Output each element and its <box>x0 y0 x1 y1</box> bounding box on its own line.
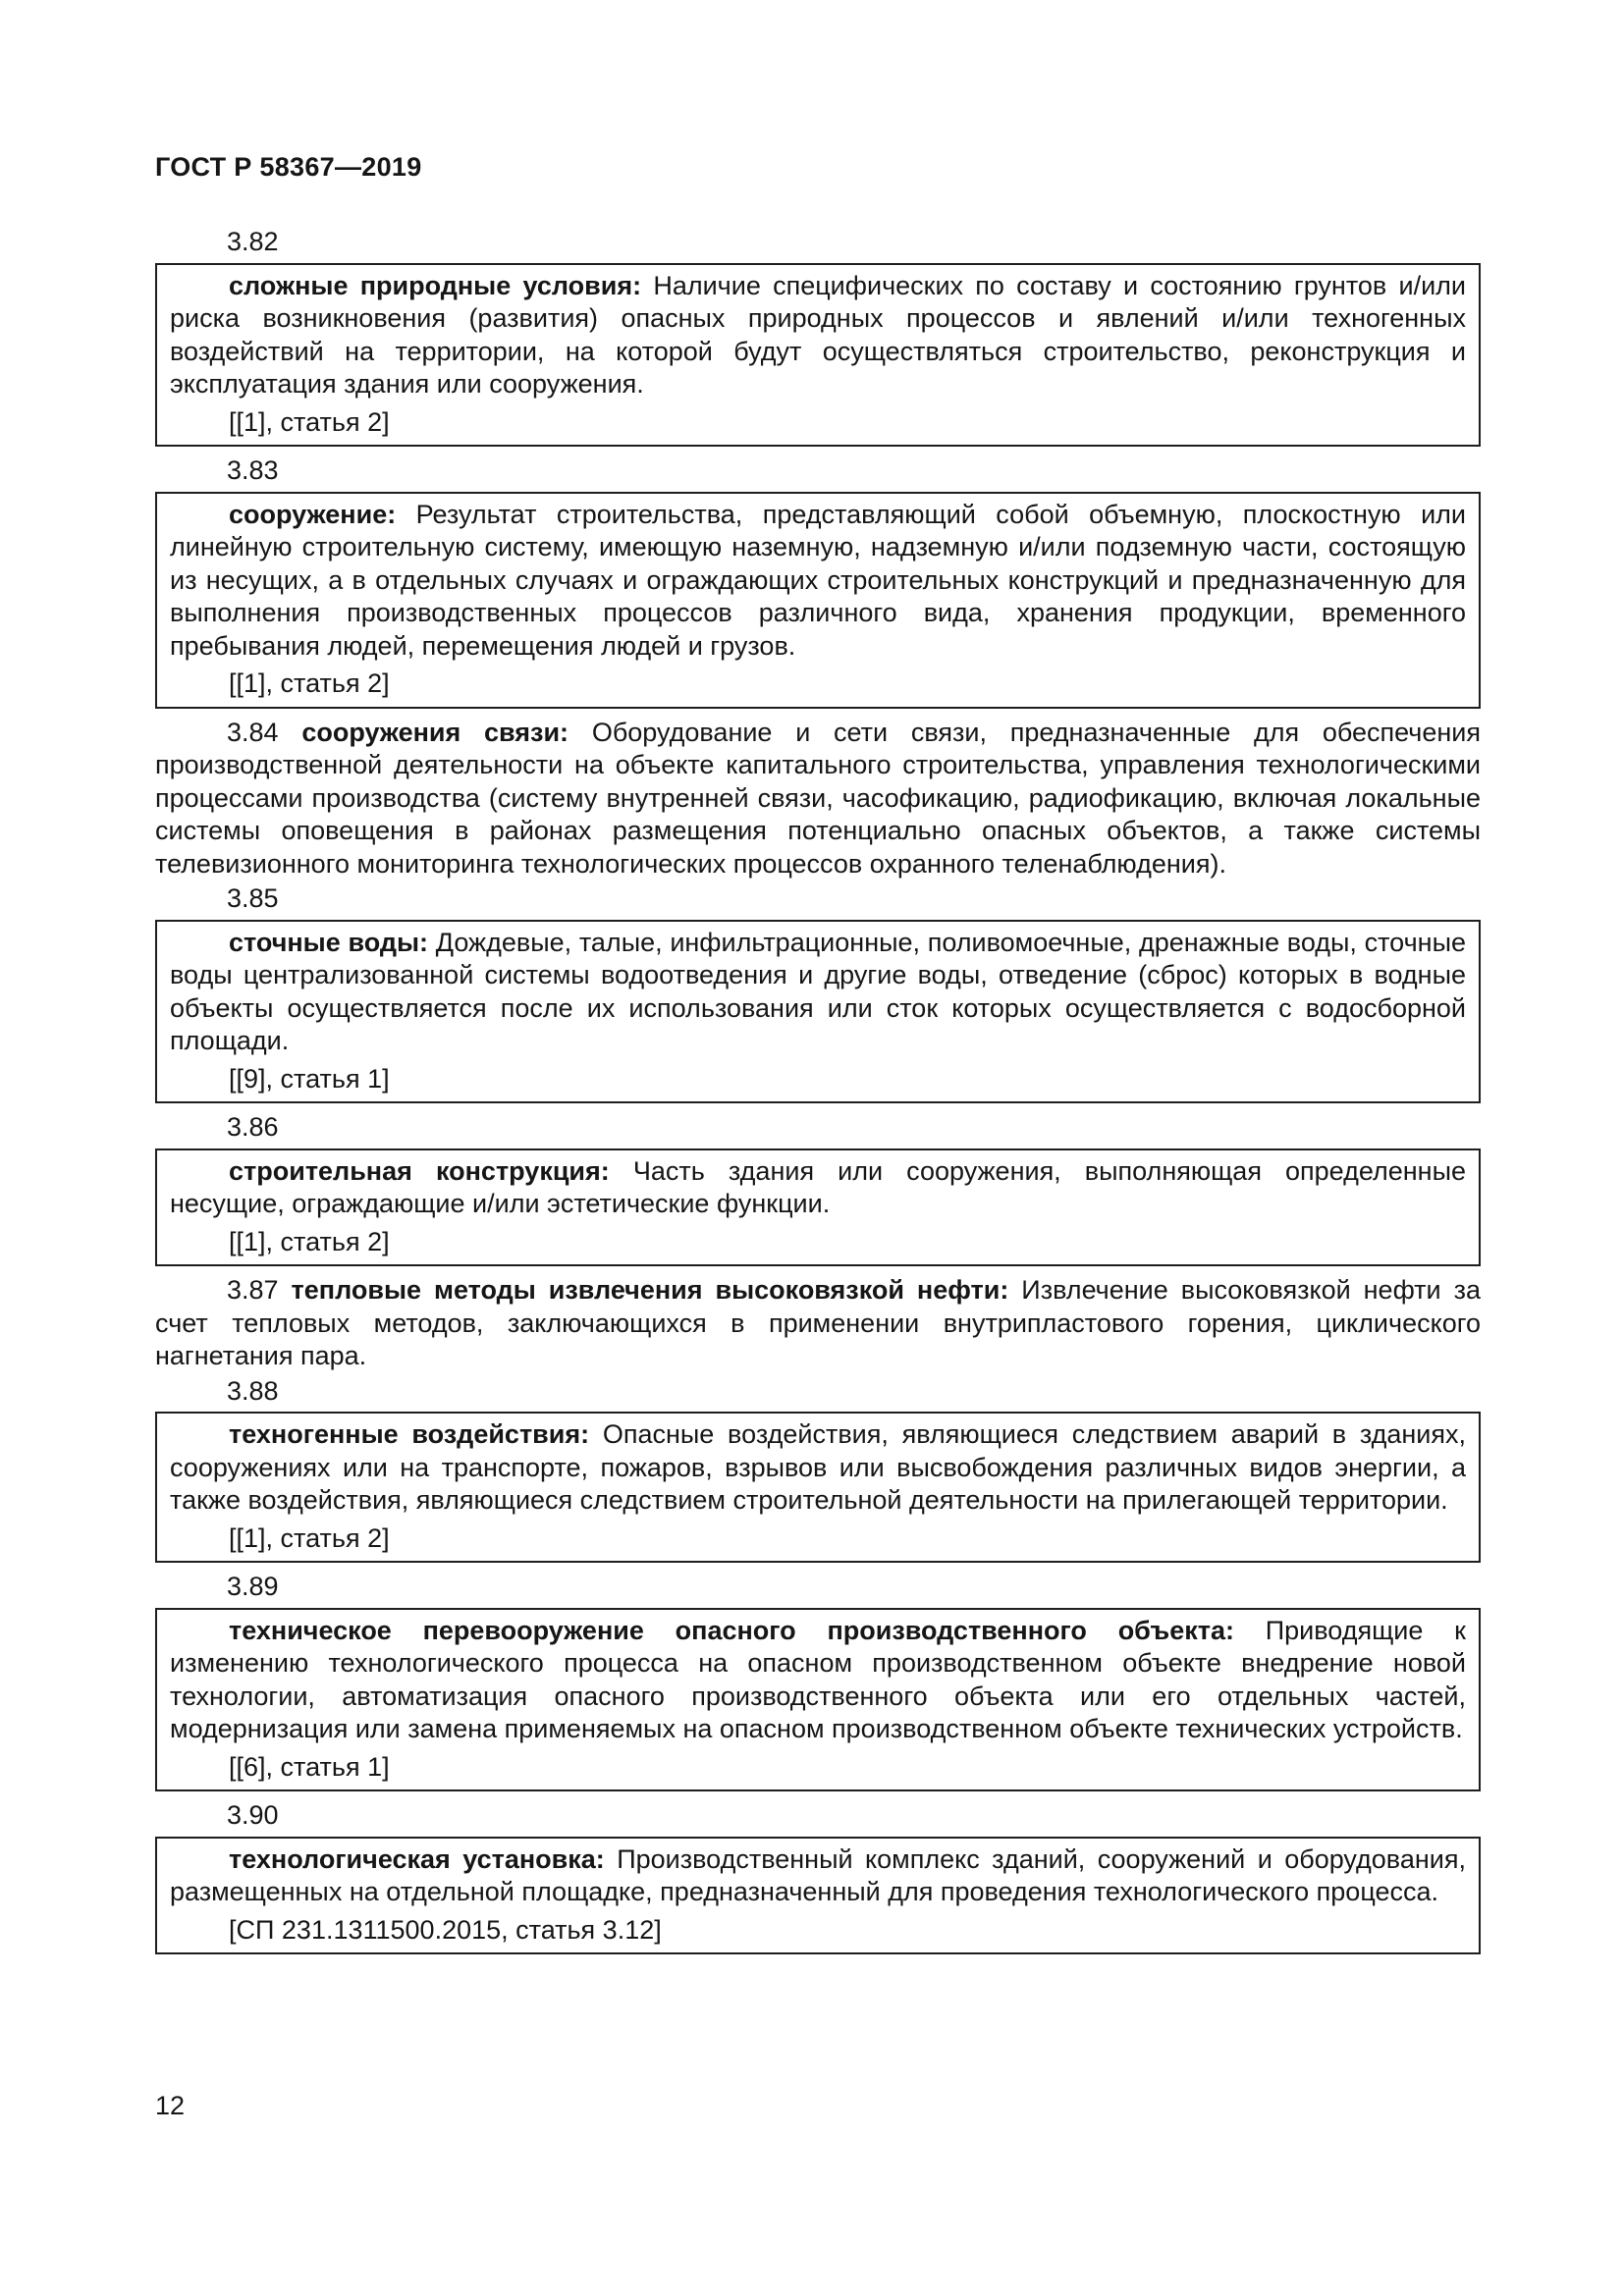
term-definition: Оборудование и сети связи, предназначенные для обеспечения производственной деятельности на объекте капитального строительства, управления технологическими процессами производства (систему внутренней связи, часофикацию, радиофикацию, включая локальные системы оповещения в районах размещения потенциально опасных объектов, а также системы телевизионного мониторинга технологических процессов охранного теленаблюдения). <box>155 717 1481 879</box>
definition-text <box>170 1843 1466 1909</box>
definition-box <box>155 1608 1481 1792</box>
definition-text <box>170 927 1466 1058</box>
term-number: 3.87 <box>227 1275 279 1305</box>
document-header: ГОСТ Р 58367—2019 <box>155 152 422 182</box>
definition-text <box>170 1155 1466 1221</box>
term-definition: Дождевые, талые, инфильтрационные, поливомоечные, дренажные воды, сточные воды централизованной системы водоотведения и другие воды, отведение (сброс) которых в водные объекты осуществляется после их использования или сток которых осуществляется с водосборной площади. <box>170 927 1466 1055</box>
term-name: техническое перевооружение опасного производственного объекта: <box>229 1615 1234 1645</box>
term-number: 3.85 <box>227 883 279 913</box>
definition-text <box>170 1418 1466 1518</box>
definition-source: [[9], статья 1] <box>229 1063 390 1094</box>
term-number: 3.83 <box>227 455 279 485</box>
definition-source: [[1], статья 2] <box>229 1522 390 1553</box>
term-definition: Наличие специфических по составу и состоянию грунтов и/или риска возникновения (развития) опасных природных процессов и явлений и/или техногенных воздействий на территории, на которой будут осуществляться строительство, реконструкция и эксплуатация здания или сооружения. <box>170 270 1466 399</box>
definition-text <box>170 270 1466 401</box>
term-number: 3.86 <box>227 1112 279 1142</box>
term-definition: Часть здания или сооружения, выполняющая определенные несущие, ограждающие и/или эстетические функции. <box>170 1155 1466 1218</box>
definition-box <box>155 492 1481 709</box>
definition-box <box>155 920 1481 1104</box>
term-name: тепловые методы извлечения высоковязкой нефти: <box>291 1275 1009 1305</box>
term-name: строительная конструкция: <box>229 1155 610 1186</box>
term-definition: Производственный комплекс зданий, сооружений и оборудования, размещенных на отдельной площадке, предназначенный для проведения технологического процесса. <box>170 1843 1466 1906</box>
term-number: 3.84 <box>227 717 279 747</box>
definition-box <box>155 1148 1481 1267</box>
term-name: сооружение: <box>229 499 397 529</box>
term-number: 3.82 <box>227 227 279 256</box>
definition-text-unboxed <box>155 717 1481 881</box>
term-definition: Результат строительства, представляющий собой объемную, плоскостную или линейную строительную систему, имеющую наземную, надземную и/или подземную части, состоящую из несущих, а в отдельных случаях и ограждающих строительных конструкций и предназначенную для выполнения производственных процессов различного вида, хранения продукции, временного пребывания людей, перемещения людей и грузов. <box>170 499 1466 661</box>
term-name: сложные природные условия: <box>229 270 642 300</box>
term-definition: Приводящие к изменению технологического процесса на опасном производственном объекте внедрение новой технологии, автоматизация опасного производственного объекта или его отдельных частей, модернизация или замена применяемых на опасном производственном объекте технических устройств. <box>170 1615 1466 1743</box>
definition-source: [[1], статья 2] <box>229 1226 390 1256</box>
term-name: техногенные воздействия: <box>229 1419 590 1449</box>
term-name: сточные воды: <box>229 927 429 957</box>
definition-box <box>155 263 1481 448</box>
terms-list <box>155 224 1481 1962</box>
definition-text <box>170 499 1466 664</box>
definition-source: [[1], статья 2] <box>229 406 390 437</box>
definition-text <box>170 1615 1466 1746</box>
term-definition: Извлечение высоковязкой нефти за счет тепловых методов, заключающихся в применении внутрипластового горения, циклического нагнетания пара. <box>155 1275 1481 1370</box>
definition-source: [[6], статья 1] <box>229 1751 390 1782</box>
term-number: 3.89 <box>227 1572 279 1601</box>
page-number: 12 <box>155 2091 186 2120</box>
definition-box <box>155 1412 1481 1563</box>
definition-source: [[1], статья 2] <box>229 668 390 698</box>
term-name: сооружения связи: <box>301 717 569 747</box>
definition-text-unboxed <box>155 1274 1481 1373</box>
definition-box <box>155 1837 1481 1955</box>
definition-source: [СП 231.1311500.2015, статья 3.12] <box>229 1914 662 1945</box>
term-definition: Опасные воздействия, являющиеся следствием аварий в зданиях, сооружениях или на транспорте, пожаров, взрывов или высвобождения различных видов энергии, а также воздействия, являющиеся следствием строительной деятельности на прилегающей территории. <box>170 1419 1466 1515</box>
term-name: технологическая установка: <box>229 1843 605 1874</box>
term-number: 3.90 <box>227 1800 279 1830</box>
term-number: 3.88 <box>227 1375 279 1406</box>
